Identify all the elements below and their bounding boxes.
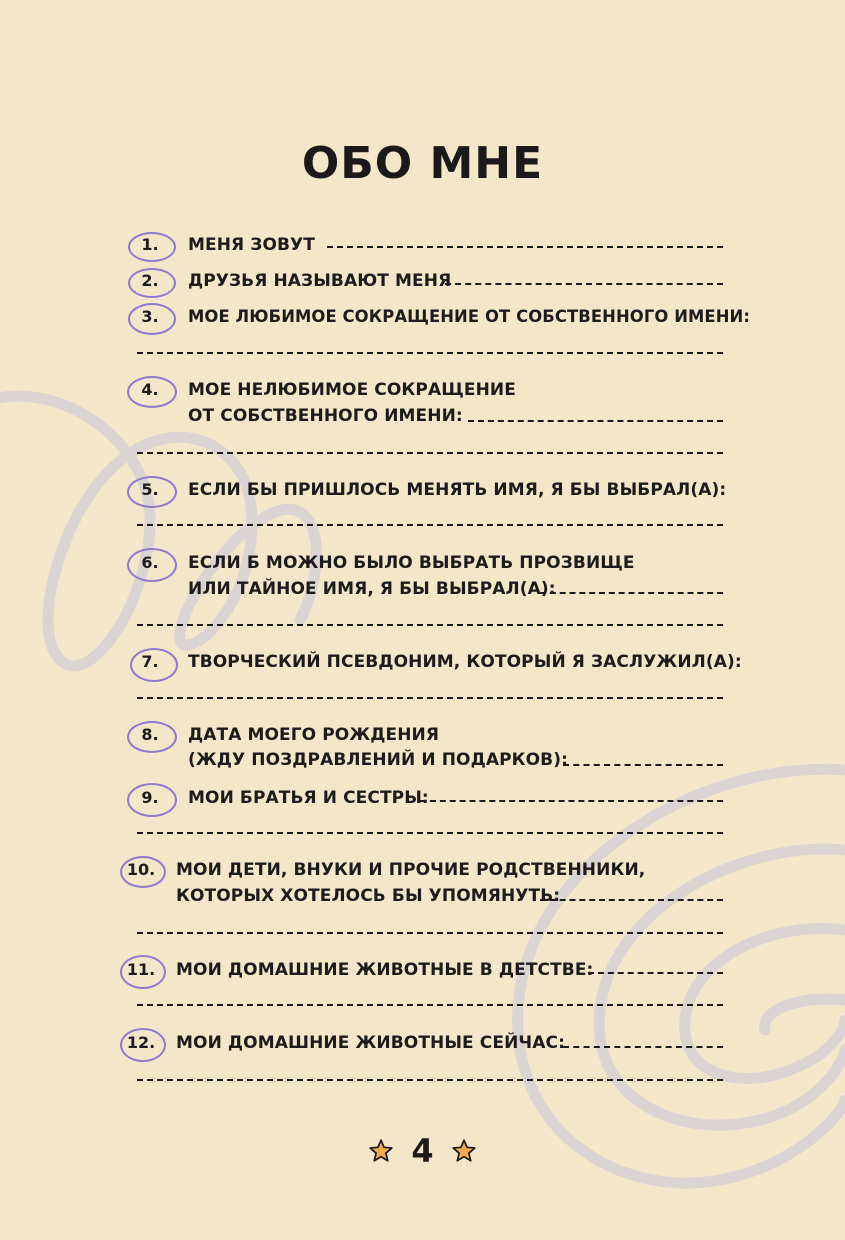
question-number: 11. [126,960,156,979]
page-footer [0,1132,845,1172]
answer-line[interactable] [137,1079,723,1081]
question-text: МОЕ НЕЛЮБИМОЕ СОКРАЩЕНИЕ [188,380,516,400]
question-text-line2: ОТ СОБСТВЕННОГО ИМЕНИ: [188,406,463,426]
question-text: МОЕ ЛЮБИМОЕ СОКРАЩЕНИЕ ОТ СОБСТВЕННОГО ИМЕНИ: [188,307,751,326]
answer-line[interactable] [137,1004,723,1006]
question-text-line2: КОТОРЫХ ХОТЕЛОСЬ БЫ УПОМЯНУТЬ: [176,886,561,906]
question-number: 12. [126,1033,156,1052]
question-text: ЕСЛИ Б МОЖНО БЫЛО ВЫБРАТЬ ПРОЗВИЩЕ [188,553,635,573]
question-text: МОИ БРАТЬЯ И СЕСТРЫ: [188,788,429,808]
question-number: 3. [141,307,159,326]
answer-line[interactable] [137,832,723,834]
answer-line[interactable] [540,899,723,901]
question-text-line2: (ЖДУ ПОЗДРАВЛЕНИЙ И ПОДАРКОВ): [188,750,569,770]
answer-line[interactable] [137,697,723,699]
star-icon [451,1138,477,1164]
page-number: 4 [411,1132,434,1170]
answer-line[interactable] [327,246,723,248]
answer-line[interactable] [445,283,723,285]
question-number: 2. [141,271,159,290]
question-text: МЕНЯ ЗОВУТ [188,235,315,255]
question-number: 4. [141,380,159,399]
question-text: ДРУЗЬЯ НАЗЫВАЮТ МЕНЯ [188,271,452,291]
question-number: 1. [141,235,159,254]
answer-line[interactable] [588,972,723,974]
question-number: 6. [141,553,159,572]
question-number: 9. [141,788,159,807]
question-text: МОИ ДОМАШНИЕ ЖИВОТНЫЕ СЕЙЧАС: [176,1033,565,1053]
question-text: МОИ ДЕТИ, ВНУКИ И ПРОЧИЕ РОДСТВЕННИКИ, [176,860,646,880]
question-text: ЕСЛИ БЫ ПРИШЛОСЬ МЕНЯТЬ ИМЯ, Я БЫ ВЫБРАЛ(А): [188,480,727,500]
answer-line[interactable] [563,1046,723,1048]
answer-line[interactable] [540,592,723,594]
question-number: 7. [141,652,159,671]
question-number: 8. [141,725,159,744]
star-icon [368,1138,394,1164]
answer-line[interactable] [468,420,723,422]
answer-line[interactable] [137,932,723,934]
answer-line[interactable] [563,764,723,766]
answer-line[interactable] [137,352,723,354]
question-text: МОИ ДОМАШНИЕ ЖИВОТНЫЕ В ДЕТСТВЕ: [176,960,594,980]
answer-line[interactable] [420,800,723,802]
answer-line[interactable] [137,624,723,626]
question-number: 5. [141,480,159,499]
page-title: ОБО МНЕ [301,138,544,189]
question-text: ДАТА МОЕГО РОЖДЕНИЯ [188,725,440,745]
question-text-line2: ИЛИ ТАЙНОЕ ИМЯ, Я БЫ ВЫБРАЛ(А): [188,579,556,599]
question-number: 10. [126,860,156,879]
answer-line[interactable] [137,452,723,454]
answer-line[interactable] [137,524,723,526]
question-text: ТВОРЧЕСКИЙ ПСЕВДОНИМ, КОТОРЫЙ Я ЗАСЛУЖИЛ(А): [188,652,742,672]
